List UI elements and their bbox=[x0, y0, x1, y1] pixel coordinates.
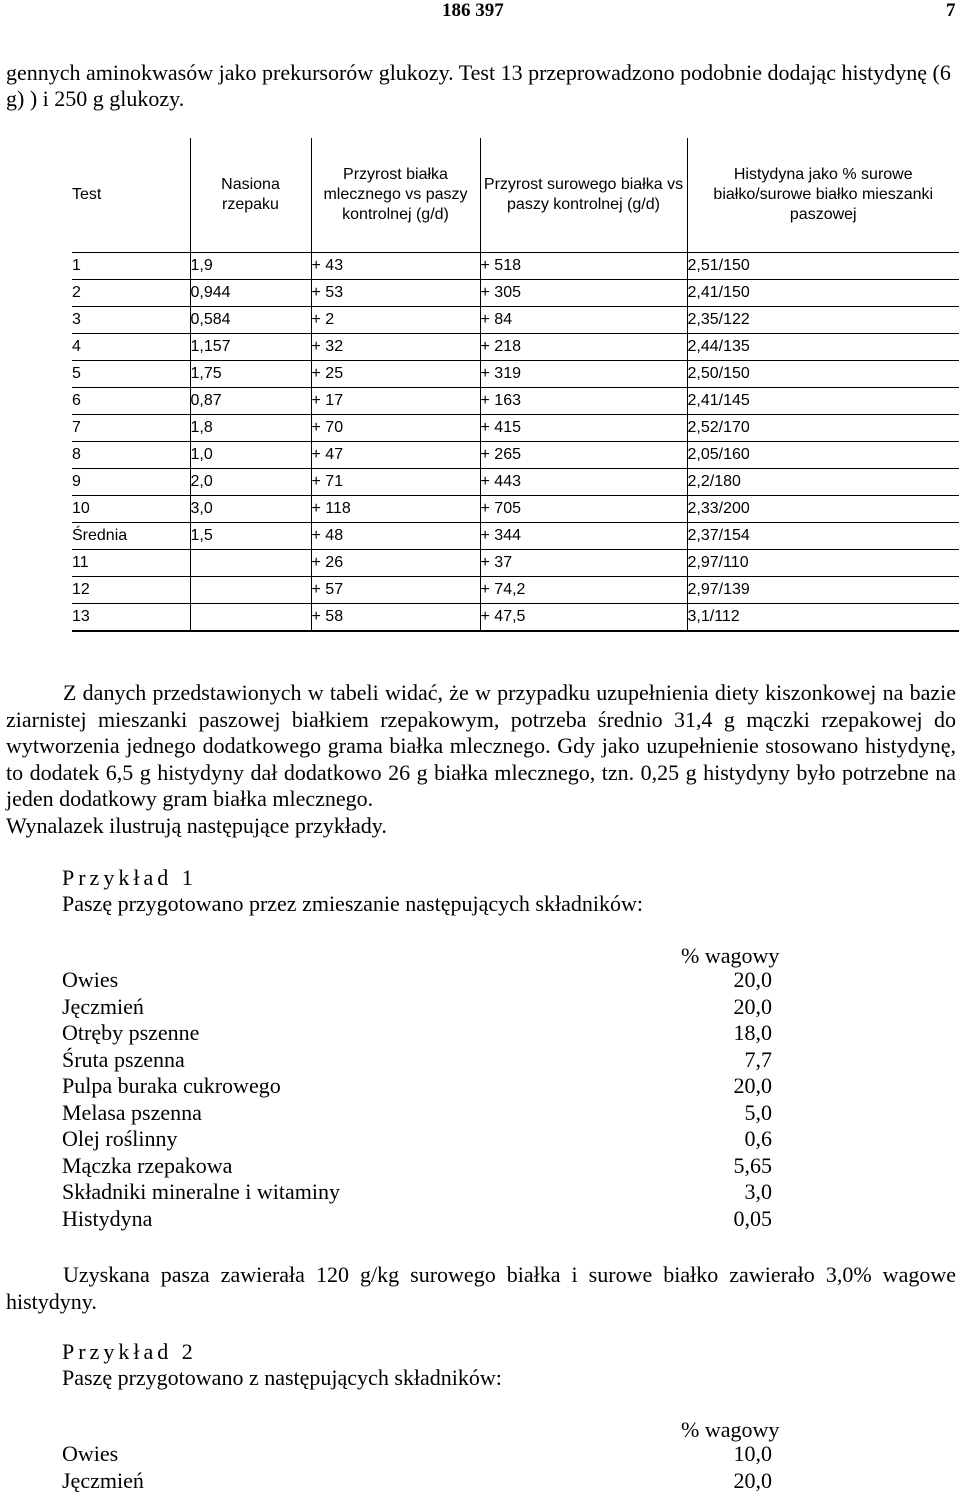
table-row bbox=[72, 388, 959, 415]
ingredient-value: 20,0 bbox=[733, 1073, 772, 1099]
cell-nasiona: 3,0 bbox=[190, 496, 311, 523]
table-row bbox=[72, 415, 959, 442]
ingredient-item bbox=[62, 1441, 772, 1468]
document-number: 186 397 bbox=[442, 0, 504, 21]
ingredient-value: 20,0 bbox=[733, 967, 772, 993]
cell-test: 11 bbox=[72, 550, 190, 577]
cell-histydyna: 2,35/122 bbox=[687, 307, 959, 334]
table-row bbox=[72, 604, 959, 632]
cell-nasiona: 1,157 bbox=[190, 334, 311, 361]
ingredient-value: 20,0 bbox=[733, 993, 772, 1019]
cell-histydyna: 2,2/180 bbox=[687, 469, 959, 496]
cell-test: 6 bbox=[72, 388, 190, 415]
ingredient-value: 0,6 bbox=[744, 1126, 772, 1152]
table-row bbox=[72, 469, 959, 496]
cell-histydyna: 2,41/145 bbox=[687, 388, 959, 415]
results-table bbox=[72, 138, 959, 632]
ingredient-name: Składniki mineralne i witaminy bbox=[62, 1179, 341, 1205]
cell-histydyna: 2,97/139 bbox=[687, 577, 959, 604]
cell-test: 12 bbox=[72, 577, 190, 604]
ingredient-value: 5,0 bbox=[744, 1099, 772, 1125]
cell-przyrost-mleczny: + 43 bbox=[311, 253, 480, 280]
example-1-title: Przykład 1 bbox=[62, 865, 197, 890]
example-2-ingredients bbox=[62, 1441, 772, 1494]
header-przyrost-mleczny: Przyrost białka mlecznego vs paszy kontrolnej (g/d) bbox=[311, 138, 480, 253]
cell-nasiona: 0,87 bbox=[190, 388, 311, 415]
example-2-title: Przykład 2 bbox=[62, 1339, 197, 1364]
cell-nasiona bbox=[190, 604, 311, 632]
table-row bbox=[72, 550, 959, 577]
table-header-row bbox=[72, 138, 959, 253]
cell-histydyna: 2,97/110 bbox=[687, 550, 959, 577]
table-row bbox=[72, 361, 959, 388]
header-przyrost-surowy: Przyrost surowego białka vs paszy kontrolnej (g/d) bbox=[480, 138, 687, 253]
cell-test: 8 bbox=[72, 442, 190, 469]
cell-przyrost-mleczny: + 32 bbox=[311, 334, 480, 361]
paragraph-examples-intro: Wynalazek ilustrują następujące przykłady. bbox=[6, 812, 387, 838]
cell-test: 4 bbox=[72, 334, 190, 361]
cell-przyrost-surowy: + 319 bbox=[480, 361, 687, 388]
header-nasiona: Nasiona rzepaku bbox=[190, 138, 311, 253]
cell-przyrost-surowy: + 47,5 bbox=[480, 604, 687, 632]
cell-nasiona bbox=[190, 577, 311, 604]
ingredient-item bbox=[62, 1047, 772, 1074]
cell-histydyna: 2,50/150 bbox=[687, 361, 959, 388]
ingredient-name: Olej roślinny bbox=[62, 1126, 178, 1152]
intro-text: gennych aminokwasów jako prekursorów glukozy. Test 13 przeprowadzono podobnie dodając histydynę (6 g) ) i 250 g glukozy. bbox=[6, 60, 951, 111]
cell-przyrost-mleczny: + 53 bbox=[311, 280, 480, 307]
paragraph-summary bbox=[6, 680, 956, 839]
ingredient-value: 20,0 bbox=[733, 1467, 772, 1493]
example-1-ingredients bbox=[62, 967, 772, 1232]
cell-nasiona: 0,584 bbox=[190, 307, 311, 334]
cell-test: 10 bbox=[72, 496, 190, 523]
ingredient-name: Jęczmień bbox=[62, 993, 144, 1019]
cell-przyrost-mleczny: + 47 bbox=[311, 442, 480, 469]
ingredient-value: 0,05 bbox=[733, 1205, 772, 1231]
cell-histydyna: 2,51/150 bbox=[687, 253, 959, 280]
ingredient-value: 18,0 bbox=[733, 1020, 772, 1046]
cell-histydyna: 2,52/170 bbox=[687, 415, 959, 442]
ingredient-name: Mączka rzepakowa bbox=[62, 1152, 233, 1178]
ingredient-item bbox=[62, 1073, 772, 1100]
cell-przyrost-surowy: + 305 bbox=[480, 280, 687, 307]
table-row bbox=[72, 253, 959, 280]
cell-przyrost-mleczny: + 57 bbox=[311, 577, 480, 604]
cell-przyrost-surowy: + 218 bbox=[480, 334, 687, 361]
cell-przyrost-surowy: + 37 bbox=[480, 550, 687, 577]
ingredient-item bbox=[62, 1153, 772, 1180]
cell-przyrost-mleczny: + 2 bbox=[311, 307, 480, 334]
ingredient-name: Histydyna bbox=[62, 1205, 153, 1231]
ingredient-name: Owies bbox=[62, 1441, 119, 1467]
cell-histydyna: 2,41/150 bbox=[687, 280, 959, 307]
example-2-unit-header: % wagowy bbox=[681, 1417, 780, 1442]
cell-histydyna: 2,05/160 bbox=[687, 442, 959, 469]
table-row bbox=[72, 577, 959, 604]
cell-przyrost-surowy: + 84 bbox=[480, 307, 687, 334]
page-number: 7 bbox=[946, 0, 956, 21]
example-1-unit-header: % wagowy bbox=[681, 943, 780, 968]
cell-nasiona: 1,5 bbox=[190, 523, 311, 550]
table-row bbox=[72, 523, 959, 550]
ingredient-item bbox=[62, 1468, 772, 1495]
cell-test: 9 bbox=[72, 469, 190, 496]
cell-przyrost-surowy: + 518 bbox=[480, 253, 687, 280]
cell-nasiona: 1,8 bbox=[190, 415, 311, 442]
cell-przyrost-mleczny: + 70 bbox=[311, 415, 480, 442]
cell-nasiona: 2,0 bbox=[190, 469, 311, 496]
table-row bbox=[72, 280, 959, 307]
ingredient-item bbox=[62, 967, 772, 994]
cell-test: Średnia bbox=[72, 523, 190, 550]
cell-test: 5 bbox=[72, 361, 190, 388]
cell-histydyna: 2,37/154 bbox=[687, 523, 959, 550]
cell-przyrost-mleczny: + 71 bbox=[311, 469, 480, 496]
cell-test: 2 bbox=[72, 280, 190, 307]
ingredient-name: Jęczmień bbox=[62, 1467, 144, 1493]
ingredient-value: 5,65 bbox=[733, 1152, 772, 1178]
ingredient-item bbox=[62, 1206, 772, 1233]
cell-przyrost-surowy: + 74,2 bbox=[480, 577, 687, 604]
ingredient-name: Otręby pszenne bbox=[62, 1020, 200, 1046]
table-row bbox=[72, 442, 959, 469]
cell-przyrost-mleczny: + 48 bbox=[311, 523, 480, 550]
ingredient-name: Melasa pszenna bbox=[62, 1099, 202, 1125]
ingredient-value: 7,7 bbox=[744, 1046, 772, 1072]
example-1-intro: Paszę przygotowano przez zmieszanie następujących składników: bbox=[62, 891, 643, 916]
header-histydyna: Histydyna jako % surowe białko/surowe białko mieszanki paszowej bbox=[687, 138, 959, 253]
cell-nasiona: 1,75 bbox=[190, 361, 311, 388]
cell-nasiona: 1,9 bbox=[190, 253, 311, 280]
table-row bbox=[72, 496, 959, 523]
ingredient-name: Śruta pszenna bbox=[62, 1046, 185, 1072]
ingredient-value: 10,0 bbox=[733, 1441, 772, 1467]
header-test: Test bbox=[72, 138, 190, 253]
example-2-intro: Paszę przygotowano z następujących składników: bbox=[62, 1365, 502, 1390]
cell-histydyna: 2,44/135 bbox=[687, 334, 959, 361]
ingredient-item bbox=[62, 1020, 772, 1047]
cell-przyrost-surowy: + 265 bbox=[480, 442, 687, 469]
example-1-result: Uzyskana pasza zawierała 120 g/kg surowego białka i surowe białko zawierało 3,0% wagowe histydyny. bbox=[6, 1262, 956, 1314]
cell-przyrost-mleczny: + 118 bbox=[311, 496, 480, 523]
cell-przyrost-surowy: + 705 bbox=[480, 496, 687, 523]
ingredient-name: Pulpa buraka cukrowego bbox=[62, 1073, 281, 1099]
ingredient-item bbox=[62, 1179, 772, 1206]
cell-przyrost-mleczny: + 25 bbox=[311, 361, 480, 388]
ingredient-name: Owies bbox=[62, 967, 119, 993]
cell-test: 13 bbox=[72, 604, 190, 632]
table-row bbox=[72, 307, 959, 334]
cell-przyrost-surowy: + 443 bbox=[480, 469, 687, 496]
cell-przyrost-mleczny: + 58 bbox=[311, 604, 480, 632]
cell-nasiona bbox=[190, 550, 311, 577]
ingredient-value: 3,0 bbox=[744, 1179, 772, 1205]
cell-nasiona: 0,944 bbox=[190, 280, 311, 307]
cell-test: 1 bbox=[72, 253, 190, 280]
ingredient-item bbox=[62, 994, 772, 1021]
cell-przyrost-surowy: + 163 bbox=[480, 388, 687, 415]
cell-przyrost-mleczny: + 17 bbox=[311, 388, 480, 415]
ingredient-item bbox=[62, 1100, 772, 1127]
table-row bbox=[72, 334, 959, 361]
cell-nasiona: 1,0 bbox=[190, 442, 311, 469]
cell-przyrost-surowy: + 344 bbox=[480, 523, 687, 550]
paragraph-summary-text: Z danych przedstawionych w tabeli widać, że w przypadku uzupełnienia diety kiszonkowej na bazie ziarnistej mieszanki paszowej białkiem rzepakowym, potrzeba średnio 31,4 g mączki rzepakowej do wytworzenia jednego dodatkowego grama białka mlecznego. Gdy jako uzupełnienie stosowano histydynę, to dodatek 6,5 g histydyny dał dodatkowo 26 g białka mlecznego, tzn. 0,25 g histydyny było potrzebne na jeden dodatkowy gram białka mlecznego. bbox=[6, 680, 956, 811]
ingredient-item bbox=[62, 1126, 772, 1153]
cell-test: 3 bbox=[72, 307, 190, 334]
cell-przyrost-surowy: + 415 bbox=[480, 415, 687, 442]
cell-histydyna: 2,33/200 bbox=[687, 496, 959, 523]
cell-przyrost-mleczny: + 26 bbox=[311, 550, 480, 577]
cell-histydyna: 3,1/112 bbox=[687, 604, 959, 632]
cell-test: 7 bbox=[72, 415, 190, 442]
